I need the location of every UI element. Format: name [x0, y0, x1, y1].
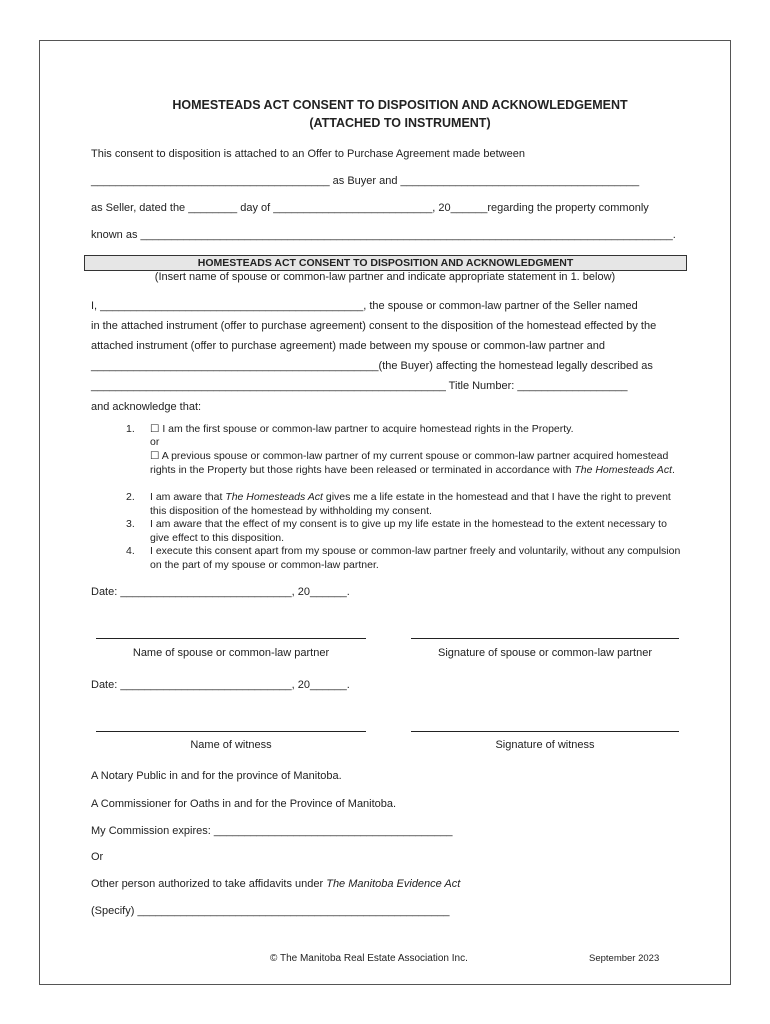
- act-title: The Homesteads Act: [225, 491, 323, 503]
- consent-section-heading: HOMESTEADS ACT CONSENT TO DISPOSITION AND ACKNOWLEDGMENT: [84, 255, 687, 271]
- statement-free-consent: I execute this consent apart from my spouse or common-law partner freely and voluntarily, without any compulsion on the part of my spouse or common-law partner.: [150, 545, 681, 571]
- commissioner-text: A Commissioner for Oaths in and for the Province of Manitoba.: [91, 798, 397, 810]
- spouse-signature-label: Signature of spouse or common-law partner: [438, 647, 652, 659]
- buyer-field-line[interactable]: _______________________________________ as Buyer and _______________________________________: [91, 175, 640, 187]
- statement-life-estate: I am aware that The Homesteads Act gives me a life estate in the homestead and that I have the right to prevent this disposition of the homestead by withholding my consent.: [150, 491, 671, 517]
- or-text: Or: [91, 851, 104, 863]
- spouse-name-label: Name of spouse or common-law partner: [132, 647, 330, 659]
- date-field-line[interactable]: Date: ____________________________, 20______.: [91, 586, 350, 598]
- specify-field-line[interactable]: (Specify) ___________________________________________________: [91, 905, 450, 917]
- item-number: 1.: [126, 423, 135, 435]
- buyer-name-field-line[interactable]: _______________________________________________(the Buyer) affecting the homestead legally described as: [91, 360, 653, 372]
- consent-section-instruction: (Insert name of spouse or common-law partner and indicate appropriate statement in 1. below): [154, 271, 616, 283]
- witness-signature-label: Signature of witness: [495, 739, 595, 751]
- acknowledge-text: and acknowledge that:: [91, 401, 202, 413]
- item-number: 3.: [126, 518, 135, 530]
- statement-effect-of-consent: I am aware that the effect of my consent is to give up my life estate in the homestead to the extent necessary to give effect to this disposition.: [150, 518, 667, 544]
- witness-name-label: Name of witness: [190, 739, 272, 751]
- footer-date: September 2023: [589, 953, 660, 964]
- commission-expires-field-line[interactable]: My Commission expires: _______________________________________: [91, 825, 453, 837]
- consent-paragraph-line: in the attached instrument (offer to purchase agreement) consent to the disposition of the homestead effected by the: [91, 320, 657, 332]
- notary-text: A Notary Public in and for the province of Manitoba.: [91, 770, 342, 782]
- act-title: The Homesteads Act: [574, 463, 672, 476]
- footer-copyright: © The Manitoba Real Estate Association Inc.: [270, 953, 468, 964]
- spouse-name-field-line[interactable]: I, ___________________________________________, the spouse or common-law partner of the Seller named: [91, 300, 638, 312]
- witness-signature-line[interactable]: [411, 731, 679, 732]
- document-subtitle: (ATTACHED TO INSTRUMENT): [309, 116, 491, 130]
- consent-paragraph-line: attached instrument (offer to purchase agreement) made between my spouse or common-law partner and: [91, 340, 606, 352]
- act-title: The Manitoba Evidence Act: [326, 878, 461, 890]
- spouse-signature-line[interactable]: [411, 638, 679, 639]
- known-as-field-line[interactable]: known as _______________________________________________________________________________________.: [91, 229, 676, 241]
- legal-description-title-number-line[interactable]: __________________________________________________________ Title Number: __________________: [91, 380, 628, 392]
- intro-text: This consent to disposition is attached to an Offer to Purchase Agreement made between: [91, 148, 525, 160]
- item-number: 4.: [126, 545, 135, 557]
- statement-previous-spouse[interactable]: ☐ A previous spouse or common-law partner of my current spouse or common-law partner acquired homestead rights in the Property but those rights have been released or terminated in accordance with The Homesteads Act.: [150, 450, 675, 476]
- seller-field-line[interactable]: as Seller, dated the ________ day of __________________________, 20______regarding the property commonly: [91, 202, 649, 214]
- statement-first-spouse[interactable]: ☐ I am the first spouse or common-law partner to acquire homestead rights in the Property.: [150, 423, 574, 435]
- witness-date-field-line[interactable]: Date: ____________________________, 20______.: [91, 679, 350, 691]
- or-text: or: [150, 436, 160, 448]
- witness-name-line[interactable]: [96, 731, 366, 732]
- other-person-text: Other person authorized to take affidavits under The Manitoba Evidence Act: [91, 878, 461, 890]
- spouse-name-line[interactable]: [96, 638, 366, 639]
- item-number: 2.: [126, 491, 135, 503]
- document-title: HOMESTEADS ACT CONSENT TO DISPOSITION AND ACKNOWLEDGEMENT: [172, 98, 628, 112]
